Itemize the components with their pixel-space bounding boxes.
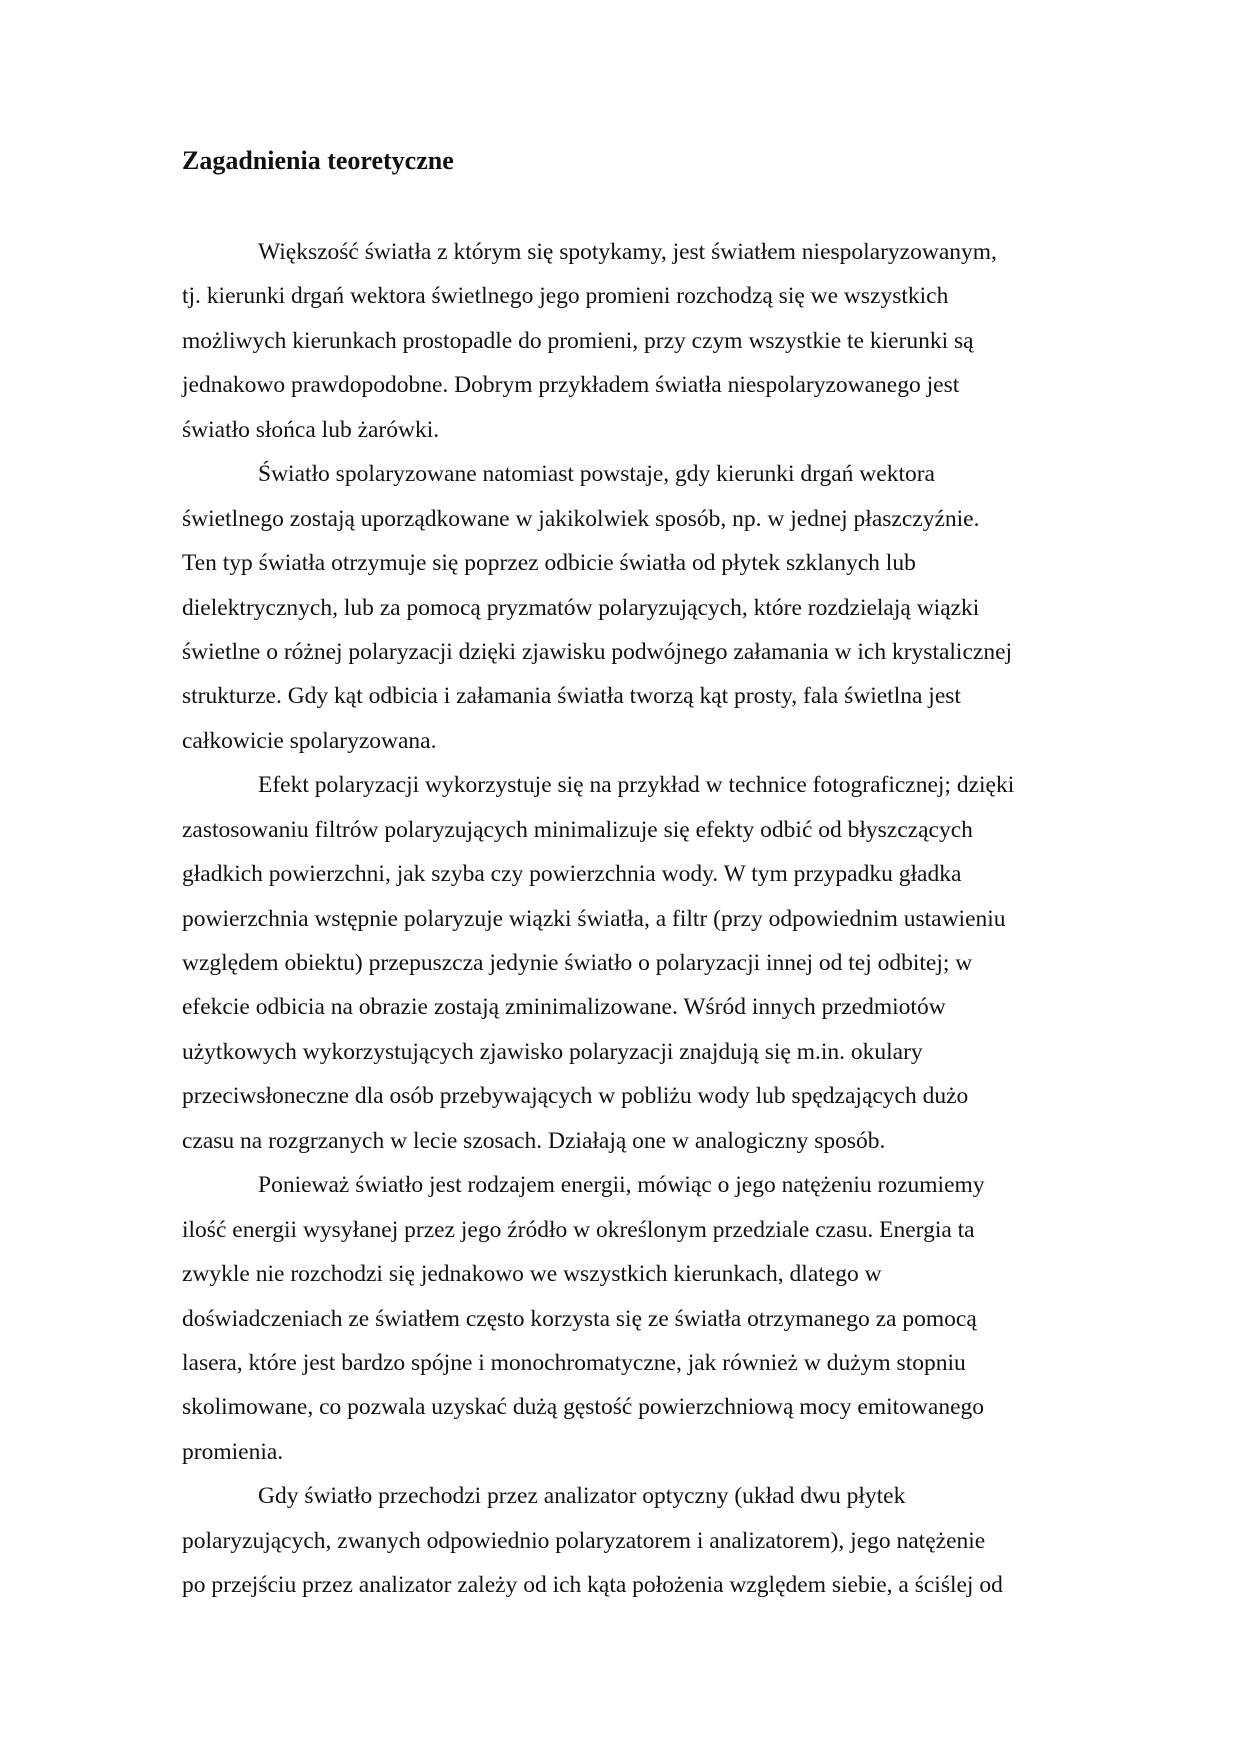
text-line: dielektrycznych, lub za pomocą pryzmatów polaryzujących, które rozdzielają wiązki — [182, 594, 980, 621]
text-line: ilość energii wysyłanej przez jego źródło w określonym przedziale czasu. Energia ta — [182, 1216, 975, 1243]
text-line: Efekt polaryzacji wykorzystuje się na przykład w technice fotograficznej; dzięki — [258, 772, 1015, 799]
text-line: skolimowane, co pozwala uzyskać dużą gęstość powierzchniową mocy emitowanego — [182, 1394, 984, 1421]
text-line: doświadczeniach ze światłem często korzysta się ze światła otrzymanego za pomocą — [182, 1305, 977, 1332]
text-line: tj. kierunki drgań wektora świetlnego jego promieni rozchodzą się we wszystkich — [182, 283, 949, 310]
text-line: możliwych kierunkach prostopadle do promieni, przy czym wszystkie te kierunki są — [182, 327, 974, 354]
text-line: lasera, które jest bardzo spójne i monochromatyczne, jak również w dużym stopniu — [182, 1349, 966, 1376]
text-line: Większość światła z którym się spotykamy, jest światłem niespolaryzowanym, — [258, 239, 997, 265]
text-line: całkowicie spolaryzowana. — [182, 727, 437, 754]
text-line: światło słońca lub żarówki. — [182, 416, 440, 443]
text-line: świetlnego zostają uporządkowane w jakikolwiek sposób, np. w jednej płaszczyźnie. — [182, 505, 980, 532]
text-line: przeciwsłoneczne dla osób przebywających w pobliżu wody lub spędzających dużo — [182, 1083, 969, 1110]
text-line: użytkowych wykorzystujących zjawisko polaryzacji znajdują się m.in. okulary — [182, 1038, 923, 1065]
text-line: po przejściu przez analizator zależy od ich kąta położenia względem siebie, a ściślej od — [182, 1572, 1003, 1599]
text-line: zastosowaniu filtrów polaryzujących minimalizuje się efekty odbić od błyszczących — [182, 816, 973, 843]
text-line: efekcie odbicia na obrazie zostają zminimalizowane. Wśród innych przedmiotów — [182, 994, 946, 1021]
text-line: promienia. — [182, 1438, 284, 1465]
text-line: jednakowo prawdopodobne. Dobrym przykładem światła niespolaryzowanego jest — [182, 372, 960, 399]
text-line: polaryzujących, zwanych odpowiednio polaryzatorem i analizatorem), jego natężenie — [182, 1527, 986, 1554]
text-line: względem obiektu) przepuszcza jedynie światło o polaryzacji innej od tej odbitej; w — [182, 950, 973, 976]
text-line: Ponieważ światło jest rodzajem energii, mówiąc o jego natężeniu rozumiemy — [258, 1172, 985, 1199]
text-line: Gdy światło przechodzi przez analizator optyczny (układ dwu płytek — [258, 1483, 906, 1510]
text-line: Ten typ światła otrzymuje się poprzez odbicie światła od płytek szklanych lub — [182, 550, 916, 577]
page-title: Zagadnienia teoretyczne — [182, 146, 454, 175]
text-line: strukturze. Gdy kąt odbicia i załamania światła tworzą kąt prosty, fala świetlna jest — [182, 683, 961, 710]
text-line: zwykle nie rozchodzi się jednakowo we wszystkich kierunkach, dlatego w — [182, 1261, 882, 1288]
text-line: świetlne o różnej polaryzacji dzięki zjawisku podwójnego załamania w ich krystalicznej — [182, 638, 1013, 665]
body-text — [182, 230, 1062, 1608]
text-line: powierzchnia wstępnie polaryzuje wiązki światła, a filtr (przy odpowiednim ustawieniu — [182, 905, 1006, 932]
text-line: Światło spolaryzowane natomiast powstaje, gdy kierunki drgań wektora — [258, 461, 935, 488]
text-line: czasu na rozgrzanych w lecie szosach. Działają one w analogiczny sposób. — [182, 1127, 886, 1154]
text-line: gładkich powierzchni, jak szyba czy powierzchnia wody. W tym przypadku gładka — [182, 861, 962, 888]
